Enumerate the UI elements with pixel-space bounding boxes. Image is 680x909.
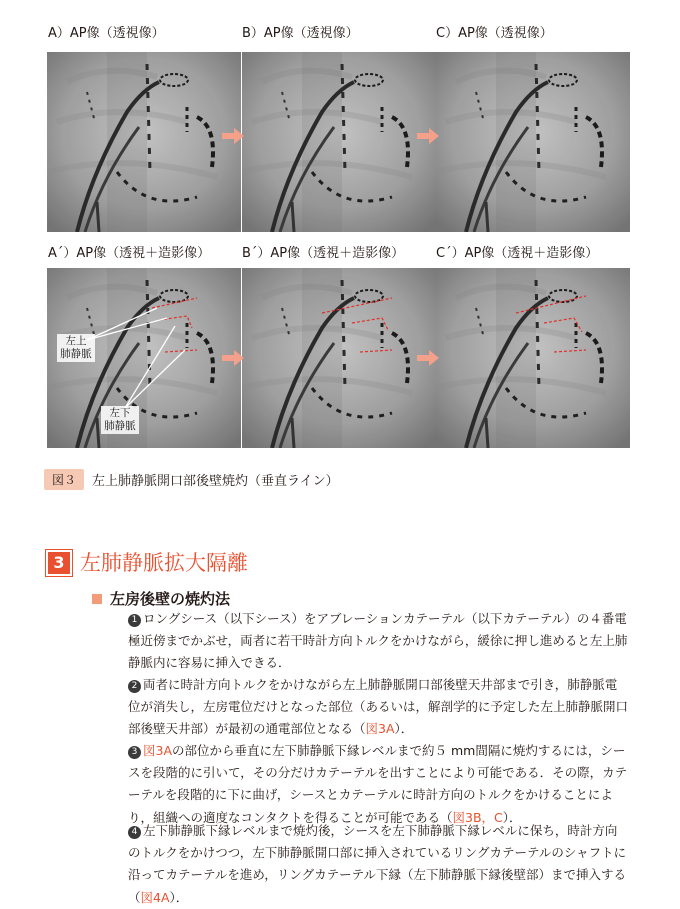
fluoroscopy-image [436, 52, 630, 232]
step-2 [128, 674, 628, 741]
step-text: の部位から垂直に左下肺静脈下縁レベルまで約５ mm間隔に焼灼するには，シースを段階的に引いて，その分だけカテーテルを出すことにより可能である．その際，カテーテルを段階的に下に曲げ，シースとカテーテルに時計方向のトルクをかけることにより，組織への適度なコンタクトを得ることが可能である（ [128, 743, 628, 825]
panel-title-b2: B´）AP像（透視＋造影像） [242, 246, 405, 261]
figure-label: 図３ [44, 469, 84, 490]
step-text: ）． [394, 721, 414, 737]
xray-panel-b2 [242, 268, 436, 448]
step-number: 4 [128, 826, 141, 839]
arrow-right-icon [417, 128, 439, 144]
step-text: ）． [502, 809, 522, 825]
fluoroscopy-image [242, 52, 436, 232]
figure-reference-link[interactable]: 図3A [365, 721, 395, 737]
figure-caption [44, 468, 339, 490]
subsection-title: 左房後壁の焼灼法 [110, 590, 231, 608]
figure-caption-text: 左上肺静脈開口部後壁焼灼（垂直ライン） [92, 473, 339, 489]
subsection-heading [92, 588, 230, 609]
panel-title-a2: A´）AP像（透視＋造影像） [48, 246, 211, 261]
step-number: 2 [128, 680, 141, 693]
panel-title-b: B）AP像（透視像） [242, 26, 359, 41]
step-text: 左下肺静脈下縁レベルまで焼灼後，シースを左下肺静脈下縁レベルに保ち，時計方向のトルクをかけつつ，左下肺静脈開口部に挿入されているリングカテーテルのシャフトに沿ってカテーテルを進め，リングカテーテル下縁（左下肺静脈下縁後壁部）まで挿入する（ [128, 823, 627, 905]
xray-panel-a [47, 52, 241, 232]
step-number: 1 [128, 614, 141, 627]
figure-reference-link[interactable]: 図3B，C [452, 809, 503, 825]
panel-title-a: A）AP像（透視像） [48, 26, 165, 41]
xray-panel-c [436, 52, 630, 232]
section-title: 左肺静脈拡大隔離 [80, 551, 248, 575]
step-text: ）． [169, 889, 189, 905]
figure-reference-link[interactable]: 図4A [140, 889, 170, 905]
arrow-right-icon [222, 128, 244, 144]
step-text: ロングシース（以下シース）をアブレーションカテーテル（以下カテーテル）の４番電極近傍までかぶせ，両者に若干時計方向トルクをかけながら，緩徐に押し進めると左上肺静脈内に容易に挿入できる． [128, 611, 628, 671]
xray-panel-a2 [47, 268, 241, 448]
xray-panel-b [242, 52, 436, 232]
panel-title-c: C）AP像（透視像） [436, 26, 553, 41]
section-number-badge: 3 [48, 552, 70, 574]
contrast-image [436, 268, 630, 448]
contrast-image [242, 268, 436, 448]
step-number: 3 [128, 746, 141, 759]
xray-panel-c2 [436, 268, 630, 448]
step-3 [128, 740, 628, 829]
step-text: 両者に時計方向トルクをかけながら左上肺静脈開口部後壁天井部まで引き，肺静脈電位が消失し，左房電位だけとなった部位（あるいは，解剖学的に予定した左上肺静脈開口部後壁天井部）が最初の通電部位となる（ [128, 677, 629, 737]
arrow-right-icon [222, 350, 244, 366]
panel-title-c2: C´）AP像（透視＋造影像） [436, 246, 599, 261]
annotation-left-lower-pulmonary-vein: 左下 肺静脈 [101, 406, 139, 434]
figure-reference-link[interactable]: 図3A [143, 743, 173, 758]
square-bullet-icon [92, 594, 102, 604]
fluoroscopy-image [47, 52, 241, 232]
annotation-left-upper-pulmonary-vein: 左上 肺静脈 [57, 334, 95, 362]
step-1 [128, 608, 628, 675]
step-4 [128, 820, 628, 909]
arrow-right-icon [417, 350, 439, 366]
